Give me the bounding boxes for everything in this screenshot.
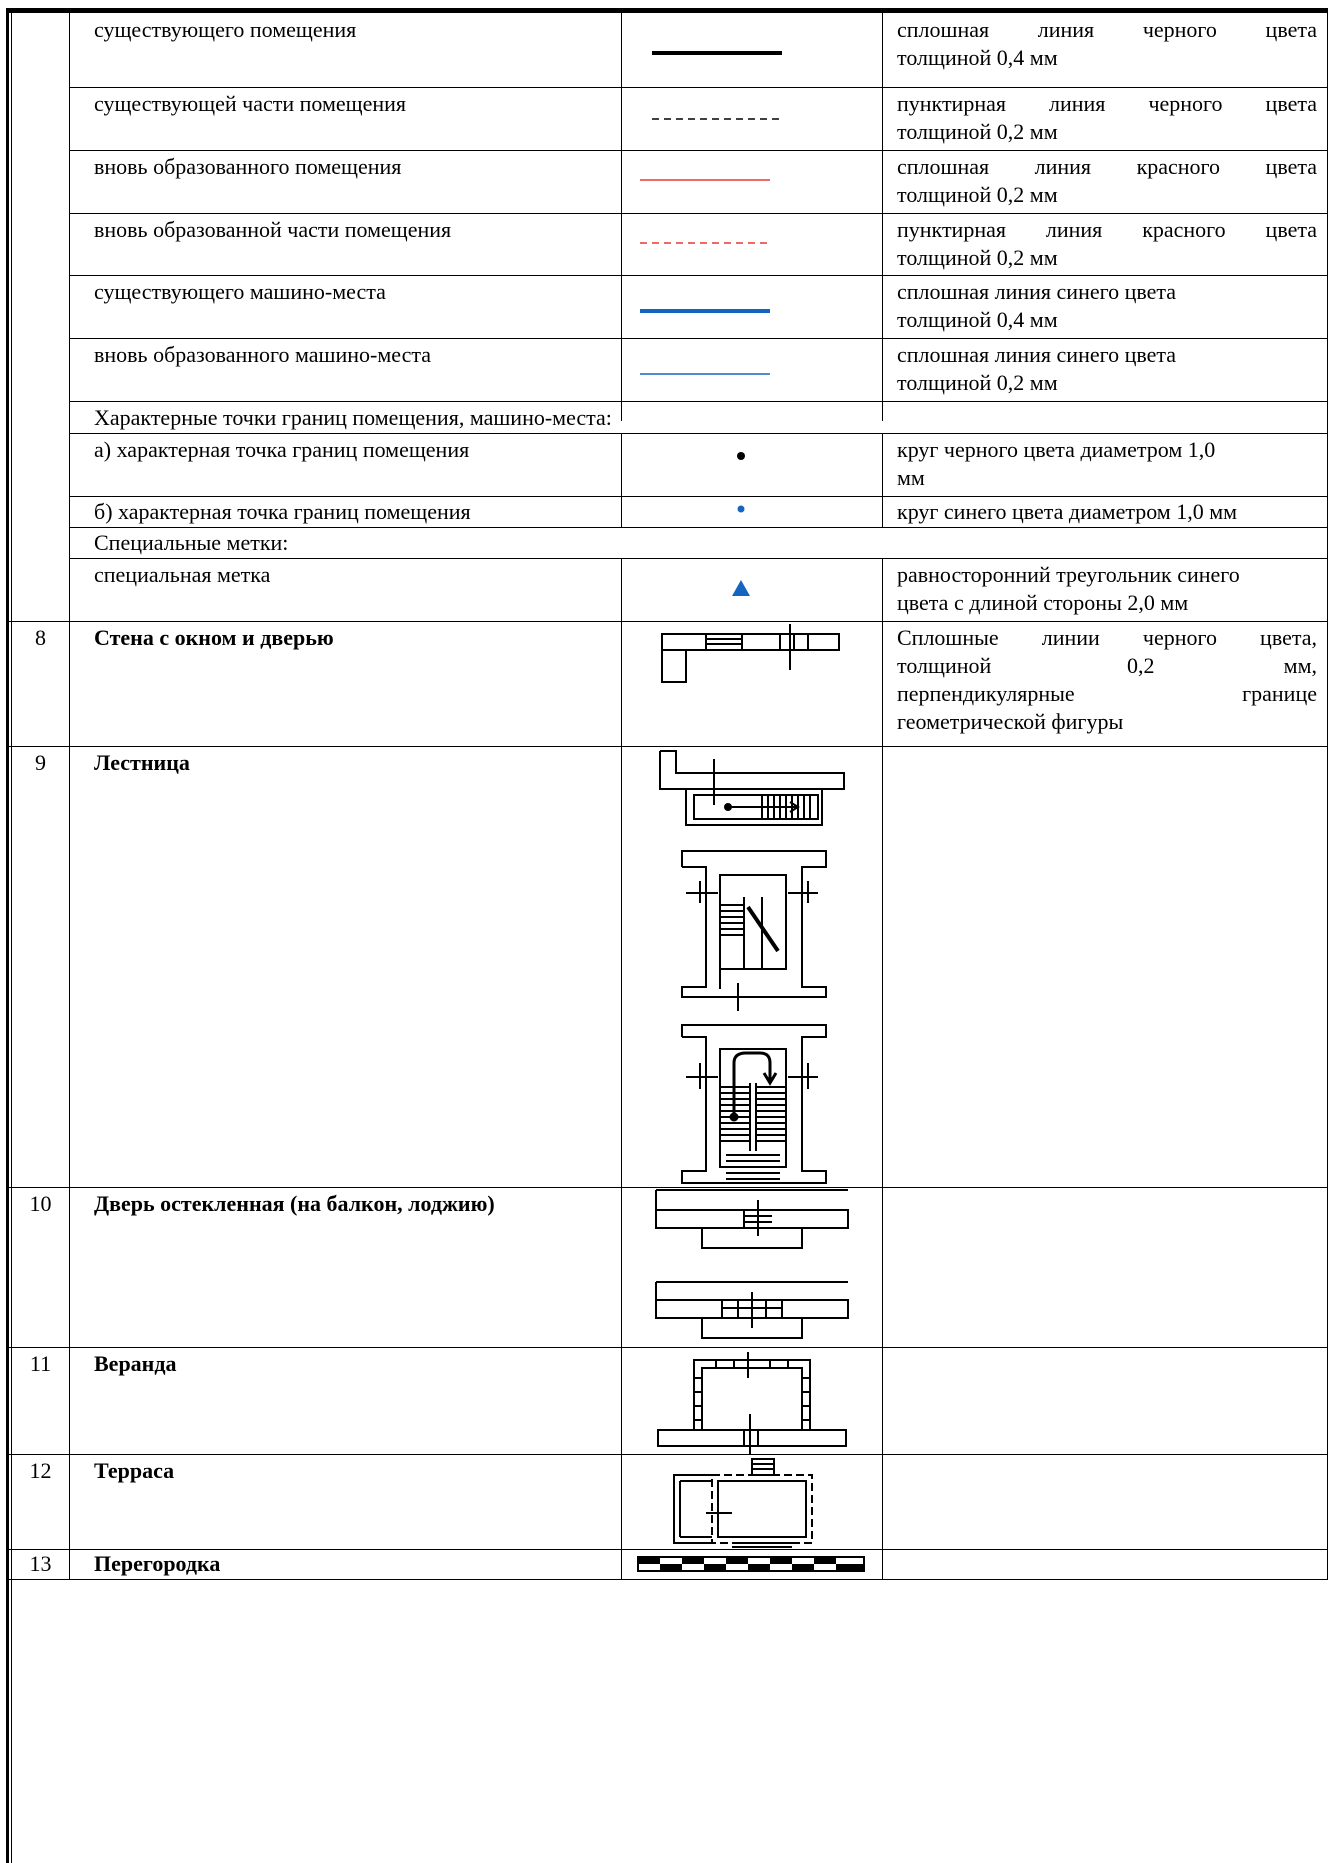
row-line [8, 1579, 1328, 1580]
terrace-icon [622, 1455, 881, 1549]
glazed-door-icon-2 [656, 1282, 848, 1338]
line-row-name: вновь образованного помещения [94, 154, 402, 179]
line-row-name: вновь образованной части помещения [94, 217, 452, 242]
point-b-symbol [622, 497, 881, 527]
line-row-desc: пунктирная линия черного цвета [897, 91, 1317, 116]
veranda-icon [622, 1348, 881, 1454]
line-row-desc-2: толщиной 0,4 мм [897, 307, 1058, 332]
col-line-3b [882, 433, 883, 527]
row-title: Веранда [94, 1351, 177, 1376]
line-row-desc: сплошная линия красного цвета [897, 154, 1317, 179]
line-samples [622, 9, 881, 401]
row-title: Дверь остекленная (на балкон, лоджию) [94, 1191, 495, 1216]
line-row-desc-2: толщиной 0,2 мм [897, 182, 1058, 207]
row-number: 12 [29, 1458, 52, 1483]
points-heading: Характерные точки границ помещения, машино-места: [94, 405, 612, 430]
line-row-name: существующей части помещения [94, 91, 407, 116]
row-number: 11 [29, 1351, 52, 1376]
mark-desc: равносторонний треугольник синего [897, 562, 1240, 587]
line-row-desc-2: толщиной 0,4 мм [897, 45, 1058, 70]
col-line-3c [882, 558, 883, 1579]
point-a-desc-2: мм [897, 465, 925, 490]
stairs-icons [622, 747, 881, 1187]
row-title: Лестница [94, 750, 190, 775]
mark-name: специальная метка [94, 562, 271, 587]
partition-icon [622, 1550, 881, 1579]
line-row-name: существующего машино-места [94, 279, 386, 304]
row-title: Стена с окном и дверью [94, 625, 334, 650]
point-b-name: б) характерная точка границ помещения [94, 499, 471, 524]
switchback-stair-icon [682, 1025, 826, 1183]
marks-heading: Специальные метки: [94, 530, 289, 555]
point-a-symbol [622, 434, 881, 496]
row-title: Терраса [94, 1458, 175, 1483]
col-line-1 [69, 8, 70, 1579]
blue-dot-icon [738, 506, 745, 513]
black-dot-icon [737, 452, 745, 460]
row-number: 10 [29, 1191, 52, 1216]
blue-triangle-icon [732, 580, 750, 596]
line-row-desc: сплошная линия синего цвета [897, 342, 1177, 367]
line-row-desc-2: толщиной 0,2 мм [897, 119, 1058, 144]
point-b-desc: круг синего цвета диаметром 1,0 мм [897, 499, 1238, 524]
row-number: 13 [29, 1551, 52, 1576]
row8-desc-3b: границе [1242, 681, 1317, 706]
wall-window-door-icon [622, 622, 881, 746]
row-line [69, 401, 1328, 402]
mark-symbol [622, 559, 881, 621]
line-row-desc: сплошная линия синего цвета [897, 279, 1177, 304]
row8-desc-4: геометрической фигуры [897, 709, 1124, 734]
glazed-door-icon-1 [656, 1190, 848, 1248]
line-row-name: существующего помещения [94, 17, 357, 42]
col-line-3a [882, 8, 883, 421]
two-flight-stair-icon [682, 851, 826, 1011]
row8-desc-2a: толщиной [897, 653, 992, 678]
row-number: 9 [35, 750, 46, 775]
straight-stair-icon [660, 751, 844, 825]
point-a-name: а) характерная точка границ помещения [94, 437, 470, 462]
mark-desc-2: цвета с длиной стороны 2,0 мм [897, 590, 1189, 615]
row-line [69, 527, 1328, 528]
row8-desc-3a: перпендикулярные [897, 681, 1075, 706]
line-row-desc: пунктирная линия красного цвета [897, 217, 1317, 242]
row-number: 8 [35, 625, 46, 650]
point-a-desc: круг черного цвета диаметром 1,0 [897, 437, 1216, 462]
line-row-name: вновь образованного машино-места [94, 342, 431, 367]
line-row-desc-2: толщиной 0,2 мм [897, 245, 1058, 270]
row8-desc-2c: мм, [1283, 653, 1317, 678]
row8-desc-2b: 0,2 [1127, 653, 1155, 678]
glazed-door-icons [622, 1188, 881, 1347]
row-title: Перегородка [94, 1551, 221, 1576]
row8-desc-1: Сплошные линии черного цвета, [897, 625, 1317, 650]
line-row-desc: сплошная линия черного цвета [897, 17, 1317, 42]
line-row-desc-2: толщиной 0,2 мм [897, 370, 1058, 395]
